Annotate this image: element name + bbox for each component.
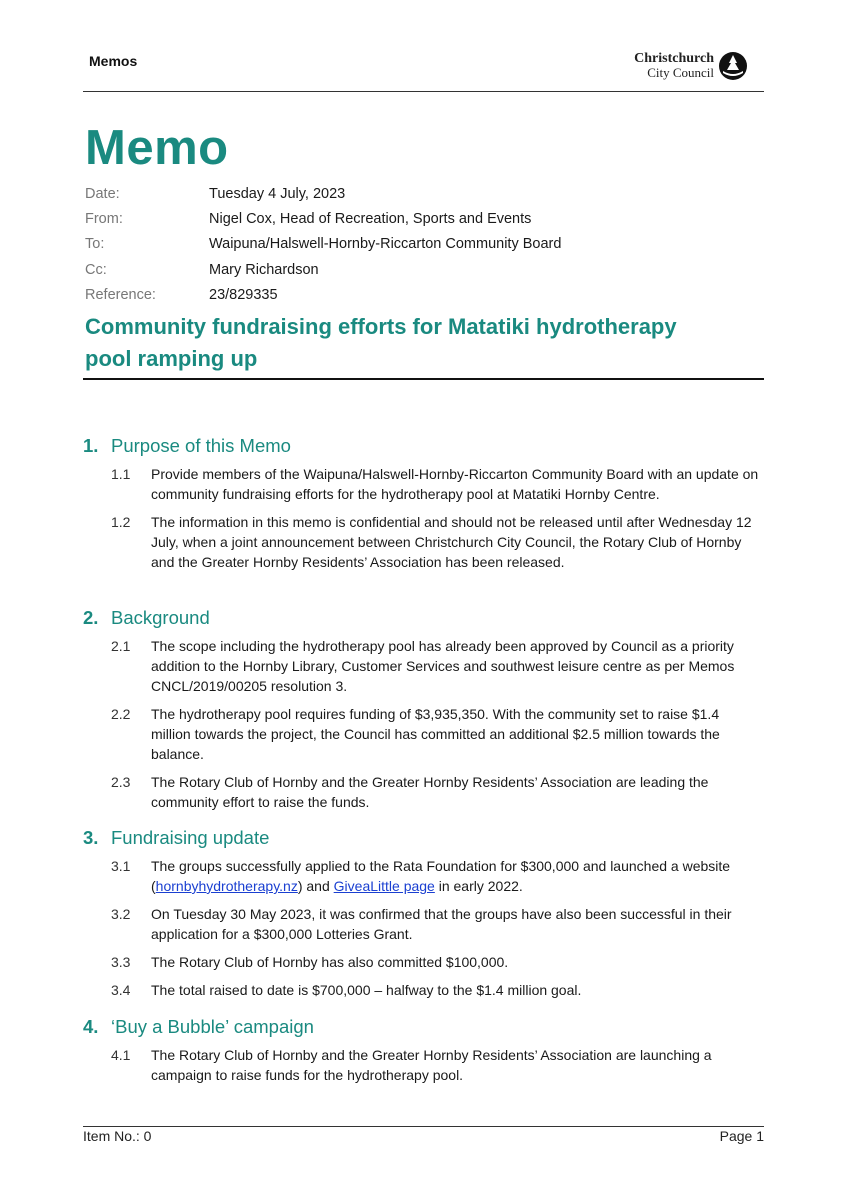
item-number: 2.1 (111, 638, 131, 654)
list-item (83, 980, 764, 1000)
section-heading (83, 1016, 764, 1040)
item-text: The hydrotherapy pool requires funding of $3,935,350. With the community set to raise $1.4 million towards the project, the Council has committed an additional $2.5 million towards the balance. (151, 706, 720, 762)
website-link[interactable]: hornbyhydrotherapy.nz (155, 878, 298, 894)
meta-row-reference (85, 283, 764, 308)
memo-meta (85, 181, 764, 308)
meta-key: From: (85, 211, 123, 228)
item-text-part: The groups successfully applied to the Rata Foundation for $300,000 and launched a website ( (151, 858, 731, 894)
footer-item-number: Item No.: 0 (83, 1128, 152, 1144)
meta-value: Mary Richardson (209, 261, 319, 278)
item-number: 4.1 (111, 1047, 131, 1063)
givealittle-link[interactable]: GiveaLittle page (333, 878, 435, 894)
meta-row-cc (85, 257, 764, 282)
section-heading (83, 827, 764, 851)
list-item (83, 464, 764, 504)
meta-value: 23/829335 (209, 287, 278, 304)
item-number: 1.1 (111, 466, 131, 482)
subject-line: pool ramping up (85, 346, 258, 371)
page-footer (83, 1126, 764, 1144)
logo-text (634, 52, 714, 80)
footer-page-number: Page 1 (719, 1128, 764, 1144)
meta-value: Tuesday 4 July, 2023 (209, 185, 346, 202)
item-text: The Rotary Club of Hornby has also committed $100,000. (151, 954, 509, 970)
section-title: Background (111, 607, 210, 628)
meta-key: Cc: (85, 261, 107, 278)
section-title: Purpose of this Memo (111, 435, 291, 456)
meta-value: Waipuna/Halswell-Hornby-Riccarton Community Board (209, 236, 562, 253)
list-item (83, 856, 764, 896)
logo-line1: Christchurch (634, 51, 714, 66)
meta-key: Date: (85, 185, 120, 202)
section-fundraising-update (83, 827, 764, 1000)
item-text: On Tuesday 30 May 2023, it was confirmed that the groups have also been successful in their application for a $300,000 Lotteries Grant. (151, 906, 732, 942)
meta-row-to (85, 232, 764, 257)
item-text: The information in this memo is confidential and should not be released until after Wednesday 12 July, when a joint announcement between Christchurch City Council, the Rotary Club of Hornby and the Greater Hornby Residents’ Association has been released. (151, 514, 752, 570)
item-text: Provide members of the Waipuna/Halswell-Hornby-Riccarton Community Board with an update on community fundraising efforts for the hydrotherapy pool at Matatiki Hornby Centre. (151, 466, 759, 502)
item-text (151, 856, 761, 896)
section-number: 2. (83, 607, 99, 628)
item-text: The total raised to date is $700,000 – halfway to the $1.4 million goal. (151, 982, 582, 998)
item-number: 3.2 (111, 906, 131, 922)
item-number: 2.3 (111, 774, 131, 790)
section-number: 3. (83, 827, 99, 848)
item-number: 1.2 (111, 514, 131, 530)
item-text-part: in early 2022. (434, 878, 523, 894)
section-number: 1. (83, 435, 99, 456)
section-number: 4. (83, 1016, 99, 1037)
list-item (83, 904, 764, 944)
council-logo (634, 51, 748, 81)
cathedral-logo-icon (718, 51, 748, 81)
item-text: The Rotary Club of Hornby and the Greater Hornby Residents’ Association are launching a campaign to raise funds for the hydrotherapy pool. (151, 1047, 712, 1083)
item-text: The Rotary Club of Hornby and the Greater Hornby Residents’ Association are leading the community effort to raise the funds. (151, 774, 709, 810)
item-number: 2.2 (111, 706, 131, 722)
item-number: 3.4 (111, 982, 131, 998)
subject-line: Community fundraising efforts for Matatiki hydrotherapy (85, 314, 677, 339)
section-background (83, 607, 764, 812)
memo-subject (83, 311, 764, 380)
item-text-part: ) and (297, 878, 334, 894)
section-title: ‘Buy a Bubble’ campaign (111, 1016, 314, 1037)
list-item (83, 512, 764, 572)
meta-row-from (85, 206, 764, 231)
list-item (83, 636, 764, 696)
memo-title: Memo (85, 121, 229, 175)
meta-key: Reference: (85, 287, 156, 304)
page-header (83, 48, 764, 92)
list-item (83, 1045, 764, 1085)
item-number: 3.1 (111, 858, 131, 874)
meta-value: Nigel Cox, Head of Recreation, Sports and Events (209, 211, 532, 228)
section-purpose (83, 435, 764, 572)
header-label: Memos (89, 53, 138, 69)
item-text: The scope including the hydrotherapy pool has already been approved by Council as a priority addition to the Hornby Library, Customer Services and southwest leisure centre as per Memos CNCL/2019/00205 resolution 3. (151, 638, 735, 694)
section-title: Fundraising update (111, 827, 270, 848)
item-number: 3.3 (111, 954, 131, 970)
list-item (83, 704, 764, 764)
section-heading (83, 435, 764, 459)
list-item (83, 952, 764, 972)
section-buy-a-bubble (83, 1016, 764, 1085)
meta-row-date (85, 181, 764, 206)
logo-line2: City Council (647, 65, 714, 80)
meta-key: To: (85, 236, 105, 253)
list-item (83, 772, 764, 812)
section-heading (83, 607, 764, 631)
